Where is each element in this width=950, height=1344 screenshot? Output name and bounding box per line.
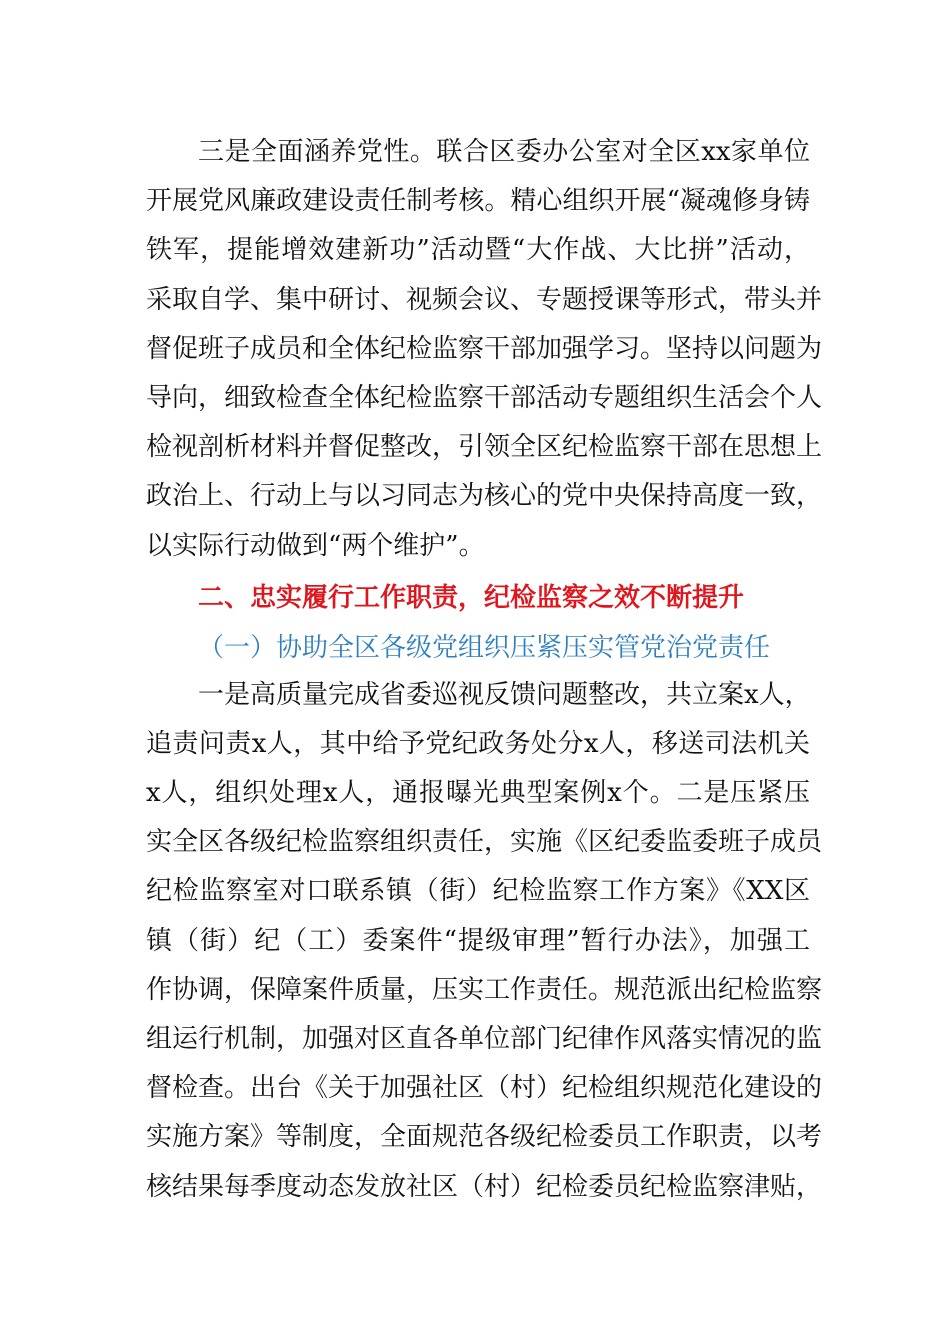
paragraph-line: 作协调，保障案件质量，压实工作责任。规范派出纪检监察 [146,974,823,1005]
paragraph-line: 开展党风廉政建设责任制考核。精心组织开展“凝魂修身铸 [146,186,810,217]
paragraph-line: 以实际行动做到“两个维护”。 [146,530,485,561]
paragraph-line: 镇（街）纪（工）委案件“提级审理”暂行办法》，加强工 [146,925,810,956]
paragraph-line: 实施方案》等制度，全面规范各级纪检委员工作职责，以考 [146,1122,823,1153]
subsection-heading: （一）协助全区各级党组织压紧压实管党治党责任 [198,632,771,663]
paragraph-line: 追责问责x人，其中给予党纪政务处分x人，移送司法机关 [146,728,810,759]
paragraph-line: 导向，细致检查全体纪检监察干部活动专题组织生活会个人 [146,382,823,413]
paragraph-responsibility [146,671,823,1212]
paragraph-line: 组运行机制，加强对区直各单位部门纪律作风落实情况的监 [146,1024,823,1054]
paragraph-line: 三是全面涵养党性。联合区委办公室对全区xx家单位 [198,137,810,167]
paragraph-line: 检视剖析材料并督促整改，引领全区纪检监察干部在思想上 [146,432,823,463]
paragraph-line: 纪检监察室对口联系镇（街）纪检监察工作方案》《XX区 [146,876,810,907]
paragraph-line: x人，组织处理x人，通报曝光典型案例x个。二是压紧压 [146,778,810,809]
paragraph-line: 采取自学、集中研讨、视频会议、专题授课等形式，带头并 [146,284,823,315]
document-body [146,128,823,1212]
paragraph-line: 实全区各级纪检监察组织责任，实施《区纪委监委班子成员 [146,827,823,858]
paragraph-line: 一是高质量完成省委巡视反馈问题整改，共立案x人， [198,679,811,710]
paragraph-line: 督检查。出台《关于加强社区（村）纪检组织规范化建设的 [146,1073,823,1104]
paragraph-line: 核结果每季度动态发放社区（村）纪检委员纪检监察津贴， [146,1171,823,1202]
paragraph-party-spirit [146,128,823,571]
paragraph-line: 政治上、行动上与以习同志为核心的党中央保持高度一致， [146,481,823,512]
paragraph-line: 督促班子成员和全体纪检监察干部加强学习。坚持以问题为 [146,333,823,364]
paragraph-line: 铁军，提能增效建新功”活动暨“大作战、大比拼”活动， [146,235,810,266]
section-heading: 二、忠实履行工作职责，纪检监察之效不断提升 [198,582,745,613]
